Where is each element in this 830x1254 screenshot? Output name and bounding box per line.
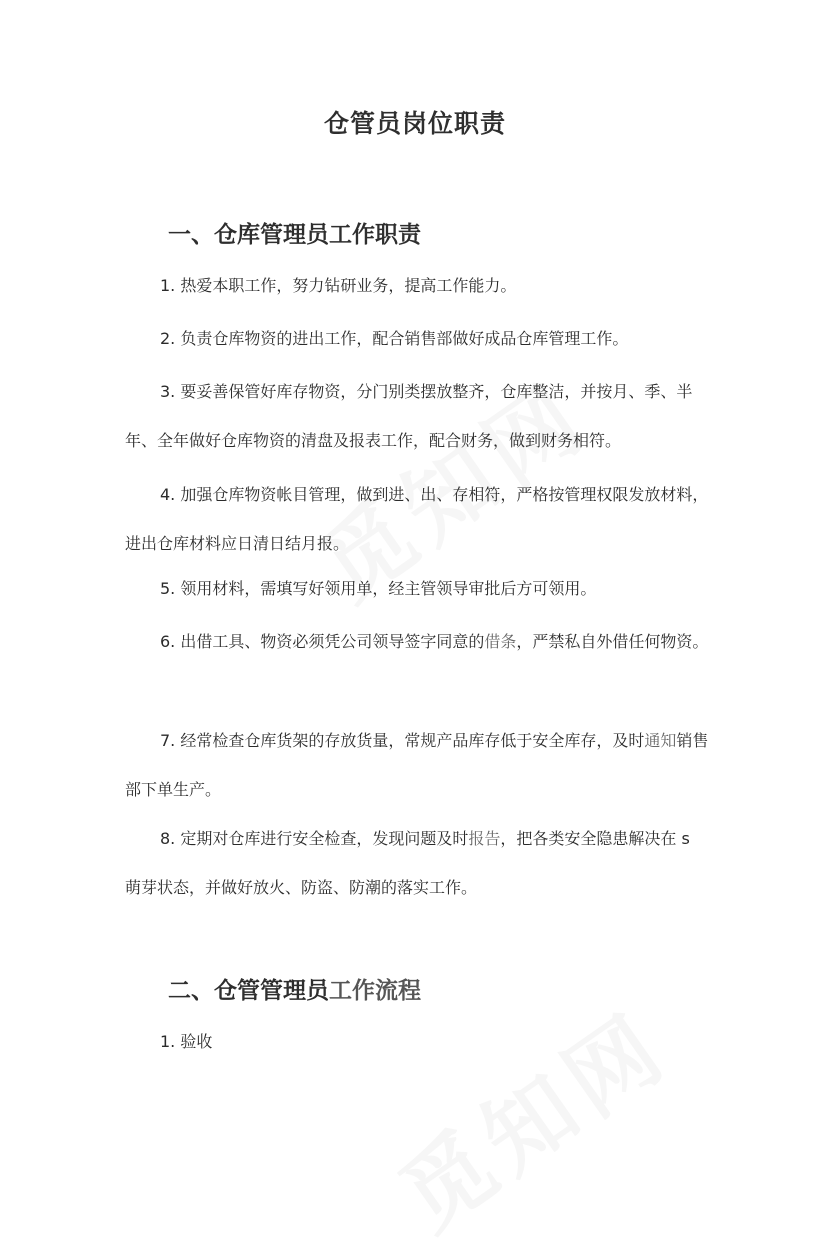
keyword-link[interactable]: 通知 xyxy=(644,731,677,750)
list-item: 1. 热爱本职工作，努力钻研业务，提高工作能力。 xyxy=(160,276,517,295)
item-text: 8. 定期对仓库进行安全检查，发现问题及时 xyxy=(160,829,469,848)
list-item: 4. 加强仓库物资帐目管理，做到进、出、存相符，严格按管理权限发放材料，进出仓库材料应日清日结月报。 xyxy=(125,485,709,553)
list-item xyxy=(125,814,710,912)
list-item xyxy=(125,617,710,666)
section-heading-link[interactable]: 工作流程 xyxy=(329,978,421,1004)
section-heading-main: 二、仓管管理员 xyxy=(168,978,329,1004)
list-item: 5. 领用材料，需填写好领用单，经主管领导审批后方可领用。 xyxy=(160,579,597,598)
item-text: ，把各类安全隐患解决在 s 萌芽状态，并做好放火、防盗、防潮的落实工作。 xyxy=(125,829,690,897)
item-text: 7. 经常检查仓库货架的存放货量，常规产品库存低于安全库存，及时 xyxy=(160,731,645,750)
list-item: 1. 验收 xyxy=(160,1032,213,1051)
document-title: 仓管员岗位职责 xyxy=(323,109,506,138)
item-text: 销售部下单生产。 xyxy=(125,731,709,799)
item-text: 6. 出借工具、物资必须凭公司领导签字同意的 xyxy=(160,632,485,651)
list-item xyxy=(125,716,710,814)
item-text: ，严禁私自外借任何物资。 xyxy=(516,632,709,651)
list-item: 2. 负责仓库物资的进出工作，配合销售部做好成品仓库管理工作。 xyxy=(160,329,629,348)
keyword-link[interactable]: 报告 xyxy=(468,829,501,848)
keyword-link[interactable]: 借条 xyxy=(484,632,517,651)
list-item: 3. 要妥善保管好库存物资，分门别类摆放整齐，仓库整洁，并按月、季、半年、全年做好仓库物资的清盘及报表工作，配合财务，做到财务相符。 xyxy=(125,382,693,450)
section-heading-1: 一、仓库管理员工作职责 xyxy=(168,222,421,248)
section-heading-2 xyxy=(168,972,421,1005)
